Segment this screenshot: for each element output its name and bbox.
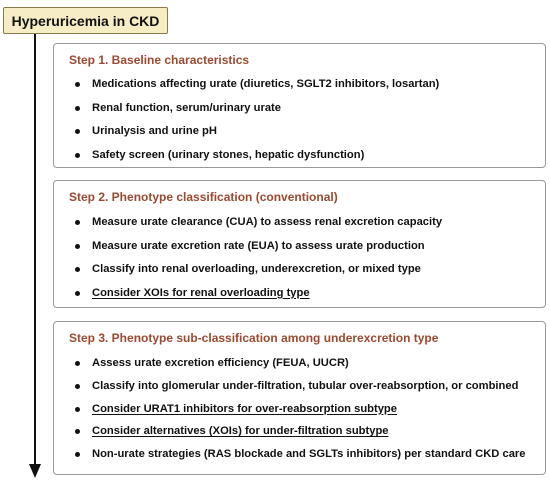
- bullet-icon: [75, 384, 80, 389]
- list-item: [72, 78, 439, 102]
- list-item: [72, 425, 526, 448]
- diagram-title: Hyperuricemia in CKD: [11, 12, 160, 29]
- list-item: [72, 403, 526, 426]
- list-item: [72, 287, 442, 311]
- step-2-list: [72, 216, 442, 310]
- bullet-icon: [75, 452, 80, 457]
- list-item: [72, 149, 439, 173]
- list-item: [72, 448, 526, 471]
- step-2-title: Step 2. Phenotype classification (conventional): [69, 190, 338, 204]
- diagram-title-box: [3, 7, 168, 34]
- list-item-text: Measure urate excretion rate (EUA) to assess urate production: [92, 239, 425, 252]
- bullet-icon: [75, 291, 80, 296]
- bullet-icon: [75, 429, 80, 434]
- list-item: [72, 125, 439, 149]
- bullet-icon: [75, 407, 80, 412]
- list-item: [72, 240, 442, 264]
- list-item-text: Classify into glomerular under-filtration, tubular over-reabsorption, or combined: [92, 379, 519, 392]
- bullet-icon: [75, 220, 80, 225]
- step-3-title: Step 3. Phenotype sub-classification among underexcretion type: [69, 331, 439, 345]
- list-item: [72, 216, 442, 240]
- list-item-text: Urinalysis and urine pH: [92, 125, 217, 137]
- list-item-text: Measure urate clearance (CUA) to assess renal excretion capacity: [92, 216, 443, 228]
- bullet-icon: [75, 267, 80, 272]
- recommendation-text: Consider XOIs for renal overloading type: [92, 286, 310, 299]
- list-item-text: Renal function, serum/urinary urate: [92, 101, 281, 114]
- step-3-box: [53, 321, 546, 475]
- flow-arrow-head: [29, 464, 41, 478]
- list-item: [72, 263, 442, 287]
- list-item-text: Safety screen (urinary stones, hepatic dysfunction): [92, 148, 365, 161]
- recommendation-text: Consider URAT1 inhibitors for over-reabsorption subtype: [92, 402, 397, 415]
- step-3-list: [72, 357, 526, 471]
- list-item: [72, 380, 526, 403]
- step-1-list: [72, 78, 439, 172]
- list-item-text: Medications affecting urate (diuretics, SGLT2 inhibitors, losartan): [92, 78, 440, 90]
- bullet-icon: [75, 244, 80, 249]
- step-1-title: Step 1. Baseline characteristics: [69, 53, 250, 67]
- step-1-box: [53, 43, 546, 168]
- list-item: [72, 357, 526, 380]
- flow-arrow: [27, 34, 43, 478]
- bullet-icon: [75, 361, 80, 366]
- list-item-text: Classify into renal overloading, underexcretion, or mixed type: [92, 263, 421, 275]
- step-2-box: [53, 180, 546, 308]
- bullet-icon: [75, 106, 80, 111]
- bullet-icon: [75, 129, 80, 134]
- bullet-icon: [75, 82, 80, 87]
- list-item-text: Assess urate excretion efficiency (FEUA, UUCR): [92, 357, 349, 369]
- list-item: [72, 102, 439, 126]
- bullet-icon: [75, 153, 80, 158]
- recommendation-text: Consider alternatives (XOIs) for under-filtration subtype: [92, 425, 389, 438]
- list-item-text: Non-urate strategies (RAS blockade and SGLTs inhibitors) per standard CKD care: [92, 448, 526, 461]
